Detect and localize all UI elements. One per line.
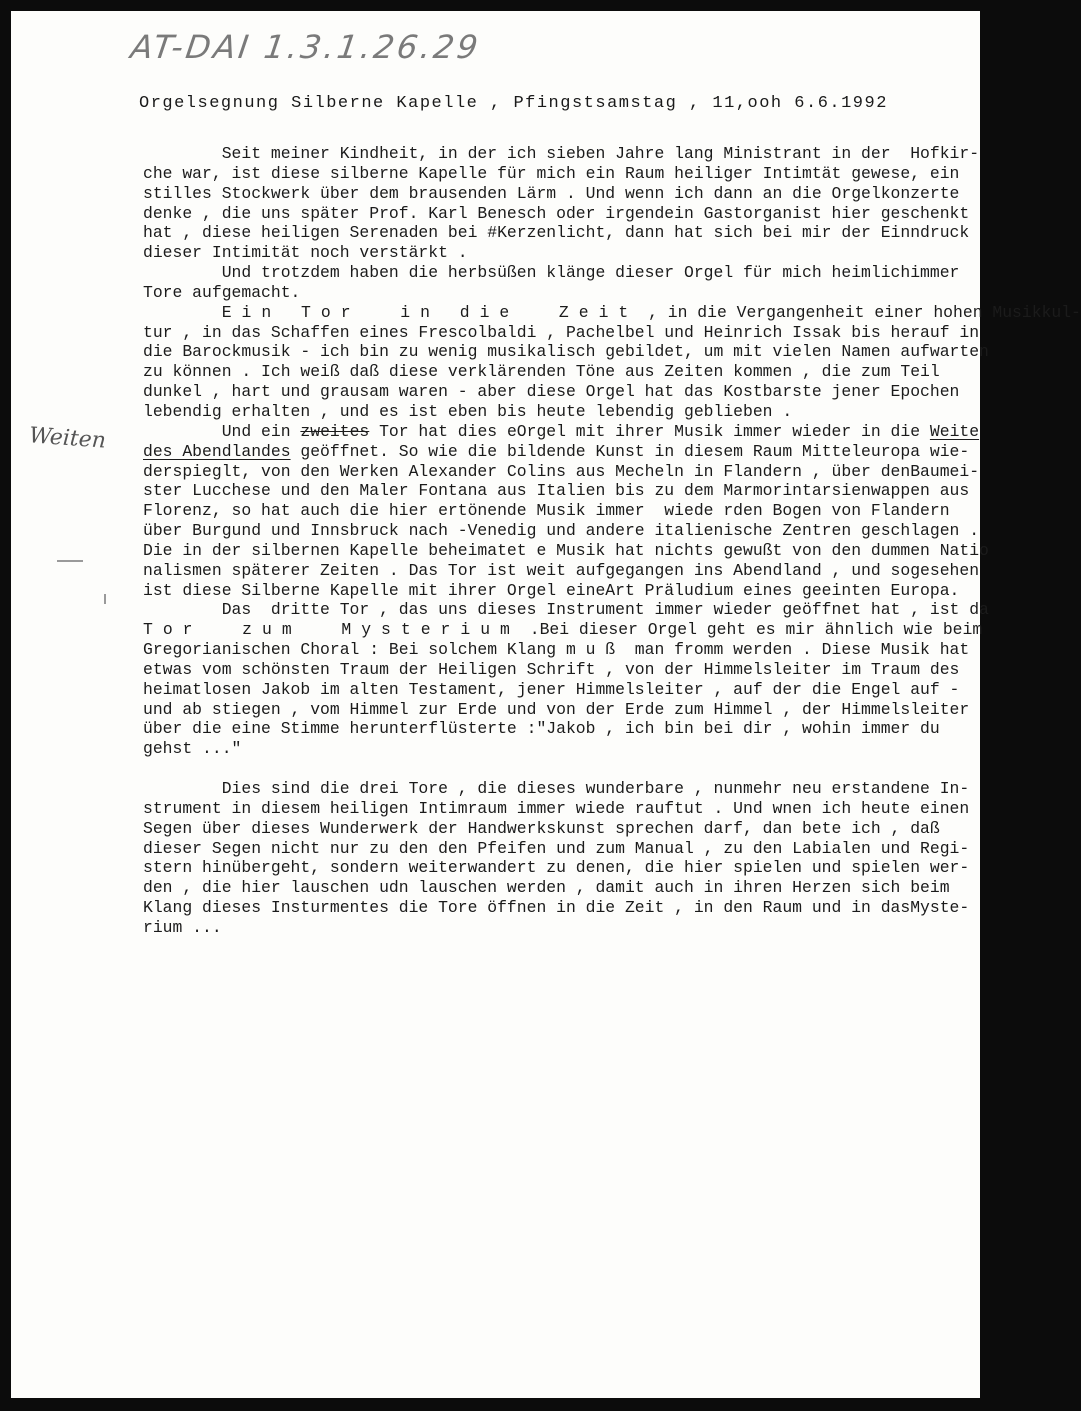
- text-line: lebendig erhalten , und es ist eben bis heute lebendig geblieben .: [143, 401, 793, 421]
- text-line: ster Lucchese und den Maler Fontana aus Italien bis zu dem Marmorintarsienwappen aus: [143, 481, 970, 501]
- document-title: Orgelsegnung Silberne Kapelle , Pfingstsamstag , 11,ooh 6.6.1992: [139, 94, 888, 113]
- text-line: stern hinübergeht, sondern weiterwandert zu denen, die hier spielen und spielen wer-: [143, 858, 970, 878]
- margin-handwritten-note: Weiten: [28, 423, 107, 454]
- text-line: die Barockmusik - ich bin zu wenig musikalisch gebildet, um mit vielen Namen aufwarten: [143, 342, 989, 362]
- text-line: stilles Stockwerk über dem brausenden Lärm . Und wenn ich dann an die Orgelkonzerte: [143, 183, 960, 203]
- text-line: etwas vom schönsten Traum der Heiligen Schrift , von der Himmelsleiter im Traum des: [143, 659, 960, 679]
- line-text: , in die Vergangenheit einer hohen Musikkul-: [638, 302, 1081, 322]
- text-line: den , die hier lauschen udn lauschen werden , damit auch in ihren Herzen sich beim: [143, 878, 950, 898]
- text-line: che war, ist diese silberne Kapelle für mich ein Raum heiliger Intimtät gewese, ein: [143, 163, 960, 183]
- text-line: dunkel , hart und grausam waren - aber diese Orgel hat das Kostbarste jener Epochen: [143, 382, 960, 402]
- line-text: Und ein: [143, 421, 301, 441]
- spaced-heading: Ein Tor in die Zeit: [221, 302, 639, 322]
- underlined-text: Weite: [929, 421, 980, 441]
- text-line: ist diese Silberne Kapelle mit ihrer Orgel eineArt Präludium eines geeinten Europa.: [143, 580, 960, 600]
- text-line: Segen über dieses Wunderwerk der Handwerkskunst sprechen darf, dan bete ich , daß: [143, 818, 940, 838]
- text-line: Florenz, so hat auch die hier ertönende Musik immer wiede rden Bogen von Flandern: [143, 501, 950, 521]
- line-text: .Bei dieser Orgel geht es mir ähnlich wie beim: [519, 620, 983, 640]
- text-line: [143, 620, 1003, 640]
- paragraph-gap: [143, 759, 1003, 779]
- text-line: dieser Intimität noch verstärkt .: [143, 243, 468, 263]
- text-line: nalismen späterer Zeiten . Das Tor ist weit aufgegangen ins Abendland , und sogesehen: [143, 560, 980, 580]
- margin-mark: [104, 594, 106, 604]
- text-line: Tore aufgemacht.: [143, 282, 301, 302]
- text-line: derspieglt, von den Werken Alexander Colins aus Mecheln in Flandern , über denBaumei-: [143, 461, 980, 481]
- underlined-text: des Abendlandes: [143, 441, 291, 461]
- text-line: [143, 302, 1081, 323]
- text-line: denke , die uns später Prof. Karl Benesch oder irgendein Gastorganist hier geschenkt: [143, 203, 970, 223]
- struck-word: zweites: [300, 421, 370, 441]
- letter-body: [143, 144, 1081, 938]
- archive-reference: AT-DAI 1.3.1.26.29: [128, 28, 484, 66]
- indent: [143, 303, 222, 322]
- line-text: geöffnet. So wie die bildende Kunst in diesem Raum Mitteleuropa wie-: [290, 441, 970, 461]
- text-line: Klang dieses Insturmentes die Tore öffnen in die Zeit , in den Raum und in dasMyste-: [143, 898, 970, 918]
- text-line: tur , in das Schaffen eines Frescolbaldi , Pachelbel und Heinrich Issak bis herauf in: [143, 322, 980, 342]
- text-line: rium ...: [143, 917, 222, 937]
- text-line: heimatlosen Jakob im alten Testament, jener Himmelsleiter , auf der die Engel auf -: [143, 679, 960, 699]
- text-line: Dies sind die drei Tore , die dieses wunderbare , nunmehr neu erstandene In-: [143, 779, 970, 798]
- line-text: Tor hat dies eOrgel mit ihrer Musik immer wieder in die: [369, 421, 930, 441]
- text-line: [143, 442, 1003, 462]
- text-line: Die in der silbernen Kapelle beheimatet e Musik hat nichts gewußt von den dummen Natio: [143, 540, 989, 560]
- text-line: dieser Segen nicht nur zu den den Pfeifen und zum Manual , zu den Labialen und Regi-: [143, 838, 970, 858]
- text-line: und ab stiegen , vom Himmel zur Erde und von der Erde zum Himmel , der Himmelsleiter: [143, 699, 970, 719]
- text-line: Und trotzdem haben die herbsüßen klänge dieser Orgel für mich heimlichimmer: [143, 263, 960, 283]
- text-line: Das dritte Tor , das uns dieses Instrument immer wieder geöffnet hat , ist da: [143, 600, 989, 620]
- spaced-heading: Tor zum Mysterium: [143, 620, 520, 640]
- text-line: zu können . Ich weiß daß diese verklärenden Töne aus Zeiten kommen , die zum Teil: [143, 362, 940, 382]
- text-line: Seit meiner Kindheit, in der ich sieben Jahre lang Ministrant in der Hofkir-: [143, 144, 980, 163]
- margin-mark: [57, 560, 83, 562]
- text-line: hat , diese heiligen Serenaden bei #Kerzenlicht, dann hat sich bei mir der Einndruck: [143, 223, 970, 243]
- text-line: gehst ...": [143, 739, 242, 759]
- text-line: über Burgund und Innsbruck nach -Venedig und andere italienische Zentren geschlagen .: [143, 521, 980, 541]
- text-line: über die eine Stimme herunterflüsterte :"Jakob , ich bin bei dir , wohin immer du: [143, 719, 940, 739]
- document-page: [11, 11, 1081, 1398]
- text-line: strument in diesem heiligen Intimraum immer wiede rauftut . Und wnen ich heute einen: [143, 798, 970, 818]
- text-line: [143, 422, 1003, 442]
- text-line: Gregorianischen Choral : Bei solchem Klang m u ß man fromm werden . Diese Musik hat: [143, 640, 970, 660]
